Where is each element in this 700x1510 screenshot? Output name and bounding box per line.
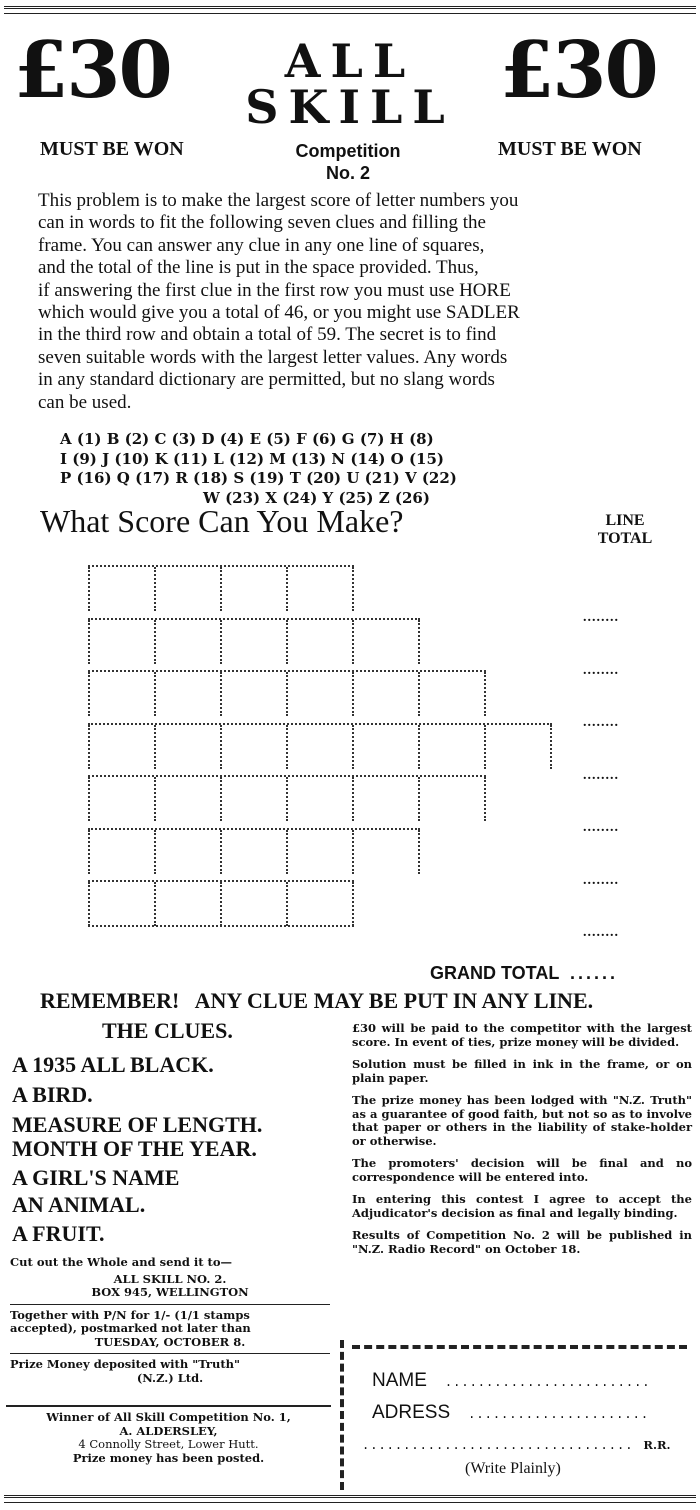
clue-item: A 1935 ALL BLACK. <box>12 1052 214 1077</box>
address-field[interactable] <box>372 1402 687 1424</box>
competition-word: Competition <box>295 141 401 161</box>
intro-line: This problem is to make the largest score of letter numbers you <box>38 190 519 211</box>
prize-amount-left: £30 <box>14 25 171 116</box>
prize-amount-right: £30 <box>500 25 657 116</box>
divider <box>10 1304 330 1305</box>
clue-item: MEASURE OF LENGTH. <box>12 1112 263 1137</box>
letter-square[interactable] <box>418 725 484 769</box>
letter-square[interactable] <box>154 777 220 821</box>
rule-paragraph: In entering this contest I agree to accept the Adjudicator's decision as final and legally binding. <box>352 1192 692 1220</box>
clue-item: A BIRD. <box>12 1082 93 1107</box>
letter-square[interactable] <box>286 777 352 821</box>
letter-square[interactable] <box>88 620 154 664</box>
grid-row <box>88 618 420 668</box>
address-input-line[interactable]: ...................... <box>468 1407 650 1421</box>
address-line-2: BOX 945, WELLINGTON <box>91 1285 249 1299</box>
grid-row <box>88 880 354 930</box>
name-input-line[interactable]: ......................... <box>444 1375 651 1389</box>
line-total-field[interactable]: ........ <box>583 662 619 678</box>
together-line-1: Together with P/N for 1/- (1/1 stamps <box>10 1307 250 1322</box>
winner-notice <box>6 1405 331 1465</box>
write-plainly-note: (Write Plainly) <box>465 1460 561 1477</box>
name-label: NAME <box>372 1370 427 1391</box>
letter-square[interactable] <box>352 725 418 769</box>
line-total-heading <box>575 512 675 548</box>
intro-line: frame. You can answer any clue in any one line of squares, <box>38 234 485 256</box>
form-left-border <box>340 1340 344 1490</box>
letter-square[interactable] <box>418 672 486 716</box>
rr-field[interactable] <box>362 1436 682 1454</box>
letter-square[interactable] <box>220 620 286 664</box>
cut-out-text: Cut out the Whole and send it to— <box>10 1255 233 1269</box>
letter-values-line: A (1) B (2) C (3) D (4) E (5) F (6) G (7) H (8) <box>60 430 434 448</box>
title-skill: SKILL <box>245 80 455 134</box>
competition-label <box>268 140 428 184</box>
competition-number: No. 2 <box>325 163 370 183</box>
grand-total-field[interactable]: ...... <box>570 963 619 983</box>
clue-item: A GIRL'S NAME <box>12 1165 180 1190</box>
prize-line-1: Prize Money deposited with "Truth" <box>10 1357 241 1371</box>
top-border-rule <box>4 6 696 14</box>
line-total-word1: LINE <box>605 512 645 529</box>
letter-values-line: P (16) Q (17) R (18) S (19) T (20) U (21) V (22) <box>60 469 457 487</box>
letter-square[interactable] <box>286 567 354 611</box>
score-question-heading: What Score Can You Make? <box>40 503 404 539</box>
clue-item: MONTH OF THE YEAR. <box>12 1136 257 1161</box>
letter-values-line: W (23) X (24) Y (25) Z (26) <box>203 488 430 507</box>
together-line-3: TUESDAY, OCTOBER 8. <box>94 1334 246 1349</box>
rr-input-line[interactable]: ................................. <box>362 1438 634 1452</box>
letter-values-line: I (9) J (10) K (11) L (12) M (13) N (14) O (15) <box>60 449 445 468</box>
clue-item: A FRUIT. <box>12 1221 105 1246</box>
send-instructions <box>10 1256 330 1385</box>
letter-square[interactable] <box>154 567 220 611</box>
intro-line: and the total of the line is put in the space provided. Thus, <box>38 257 479 279</box>
letter-square[interactable] <box>154 672 220 716</box>
letter-square[interactable] <box>88 777 154 821</box>
winner-line-2: A. ALDERSLEY, <box>119 1423 218 1438</box>
intro-line: in any standard dictionary are permitted, but no slang words <box>38 369 495 391</box>
letter-square[interactable] <box>88 725 154 769</box>
letter-values <box>60 430 680 508</box>
letter-square[interactable] <box>352 830 420 874</box>
rule-paragraph: The promoters' decision will be final and no correspondence will be entered into. <box>352 1156 692 1184</box>
letter-square[interactable] <box>352 777 418 821</box>
line-total-field[interactable]: ........ <box>583 610 619 625</box>
intro-line: in the third row and obtain a total of 59. The secret is to find <box>38 324 497 346</box>
grid-row <box>88 565 354 615</box>
letter-square[interactable] <box>220 777 286 821</box>
intro-paragraph <box>38 190 663 414</box>
competition-rules <box>352 1022 692 1265</box>
letter-square[interactable] <box>220 882 286 926</box>
letter-square[interactable] <box>154 620 220 664</box>
letter-square[interactable] <box>88 882 154 926</box>
prize-line-2: (N.Z.) Ltd. <box>136 1370 204 1385</box>
rule-paragraph: Solution must be filled in ink in the frame, or on plain paper. <box>352 1057 692 1085</box>
letter-square[interactable] <box>88 830 154 874</box>
name-field[interactable] <box>372 1370 687 1392</box>
grid-bottom-edge <box>88 925 354 927</box>
together-line-2: accepted), postmarked not later than <box>10 1321 251 1335</box>
grand-total-label <box>430 963 618 984</box>
letter-square[interactable] <box>88 567 154 611</box>
intro-line: which would give you a total of 46, or you might use SADLER <box>38 302 520 324</box>
intro-line: can be used. <box>38 391 132 413</box>
winner-line-1: Winner of All Skill Competition No. 1, <box>46 1410 291 1424</box>
grand-total-text: GRAND TOTAL <box>430 963 559 983</box>
rule-paragraph: £30 will be paid to the competitor with the largest score. In event of ties, prize money will be divided. <box>352 1021 692 1049</box>
clues-title: THE CLUES. <box>102 1018 233 1043</box>
grid-row <box>88 828 420 878</box>
rule-paragraph: Results of Competition No. 2 will be published in "N.Z. Radio Record" on October 18. <box>352 1228 692 1256</box>
letter-square[interactable] <box>352 620 420 664</box>
remember-banner: REMEMBER! ANY CLUE MAY BE PUT IN ANY LINE. <box>40 988 594 1013</box>
letter-square[interactable] <box>88 672 154 716</box>
grid-row <box>88 670 486 720</box>
intro-line: seven suitable words with the largest letter values. Any words <box>38 346 508 368</box>
line-total-word2: TOTAL <box>597 530 653 547</box>
rule-paragraph: The prize money has been lodged with "N.Z. Truth" as a guarantee of good faith, but not so as to involve that paper or others in the liability of stake-holder or otherwise. <box>352 1093 692 1148</box>
letter-square[interactable] <box>220 830 286 874</box>
letter-square[interactable] <box>154 882 220 926</box>
letter-square[interactable] <box>286 725 352 769</box>
letter-square[interactable] <box>220 567 286 611</box>
letter-square[interactable] <box>352 672 418 716</box>
grid-row <box>88 723 552 773</box>
letter-square[interactable] <box>286 672 352 716</box>
address-line-1: ALL SKILL NO. 2. <box>113 1271 227 1286</box>
letter-square[interactable] <box>286 830 352 874</box>
letter-square[interactable] <box>220 672 286 716</box>
letter-square[interactable] <box>484 725 552 769</box>
address-label: ADRESS <box>372 1402 451 1423</box>
line-total-field[interactable]: ........ <box>583 715 619 730</box>
title-all: ALL <box>284 34 416 88</box>
line-total-field[interactable]: ........ <box>583 820 619 835</box>
must-be-won-left: MUST BE WON <box>40 138 184 160</box>
letter-square[interactable] <box>418 777 486 821</box>
line-total-field[interactable]: ........ <box>583 925 619 940</box>
letter-square[interactable] <box>154 830 220 874</box>
bottom-border-rule <box>4 1495 696 1503</box>
line-total-field[interactable]: ........ <box>583 767 619 783</box>
divider <box>10 1353 330 1354</box>
grid-row <box>88 775 486 825</box>
letter-square[interactable] <box>220 725 286 769</box>
winner-line-3: 4 Connolly Street, Lower Hutt. <box>78 1437 259 1451</box>
winner-line-4: Prize money has been posted. <box>72 1450 265 1465</box>
intro-line: can in words to fit the following seven clues and filling the <box>38 212 486 234</box>
form-dashed-border <box>352 1345 687 1349</box>
letter-square[interactable] <box>154 725 220 769</box>
intro-line: if answering the first clue in the first row you must use HORE <box>38 279 511 301</box>
letter-square[interactable] <box>286 882 354 926</box>
letter-square[interactable] <box>286 620 352 664</box>
rr-label: R.R. <box>643 1438 671 1452</box>
clue-item: AN ANIMAL. <box>12 1192 146 1217</box>
line-total-field[interactable]: ........ <box>583 872 619 888</box>
must-be-won-right: MUST BE WON <box>498 138 642 160</box>
